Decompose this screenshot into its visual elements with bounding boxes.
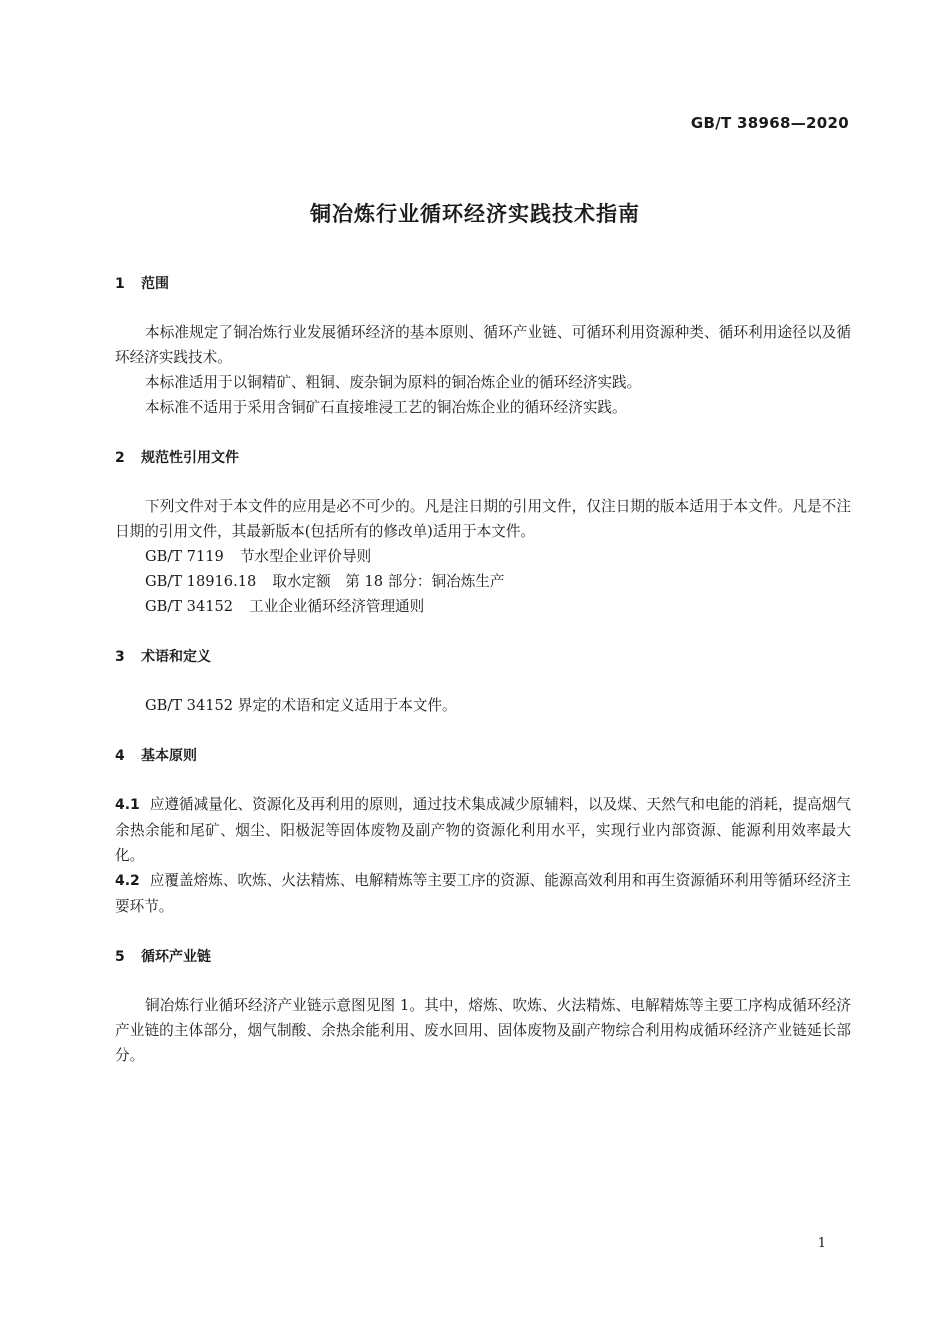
section-number: 5	[115, 949, 125, 965]
section-heading-terms-definitions	[115, 645, 851, 670]
paragraph: 下列文件对于本文件的应用是必不可少的。凡是注日期的引用文件，仅注日期的版本适用于本文件。凡是不注日期的引用文件，其最新版本(包括所有的修改单)适用于本文件。	[115, 498, 851, 540]
clause-text: 应覆盖熔炼、吹炼、火法精炼、电解精炼等主要工序的资源、能源高效利用和再生资源循环利用等循环经济主要环节。	[115, 872, 851, 915]
paragraph: GB/T 34152 界定的术语和定义适用于本文件。	[145, 697, 457, 714]
document-body	[115, 272, 851, 1068]
section-heading-scope	[115, 272, 851, 297]
section-title: 范围	[141, 276, 169, 292]
section-heading-circular-industry-chain	[115, 945, 851, 970]
section-number: 2	[115, 450, 125, 466]
clause-number: 4.2	[115, 873, 140, 889]
reference-item	[115, 594, 851, 619]
reference-code: GB/T 18916.18	[145, 573, 257, 590]
reference-code: GB/T 34152	[145, 598, 234, 615]
reference-title: 工业企业循环经济管理通则	[249, 598, 425, 615]
clause-text: 应遵循减量化、资源化及再利用的原则，通过技术集成减少原辅料，以及煤、天然气和电能的消耗，提高烟气余热余能和尾矿、烟尘、阳极泥等固体废物及副产物的资源化利用水平，实现行业内部资源、能源利用效率最大化。	[115, 796, 851, 864]
section-title: 术语和定义	[141, 649, 211, 665]
page-number: 1	[817, 1236, 826, 1251]
clause-4-1	[115, 792, 851, 868]
section-number: 4	[115, 748, 125, 764]
reference-title: 取水定额 第 18 部分：铜冶炼生产	[272, 573, 505, 590]
standard-number: GB/T 38968—2020	[690, 114, 849, 132]
section-title: 基本原则	[141, 748, 197, 764]
reference-item	[115, 569, 851, 594]
reference-code: GB/T 7119	[145, 548, 224, 565]
section-heading-normative-references	[115, 446, 851, 471]
section-heading-basic-principles	[115, 744, 851, 769]
clause-number: 4.1	[115, 797, 140, 813]
paragraph: 铜冶炼行业循环经济产业链示意图见图 1。其中，熔炼、吹炼、火法精炼、电解精炼等主要工序构成循环经济产业链的主体部分，烟气制酸、余热余能利用、废水回用、固体废物及副产物综合利用构成循环经济产业链延长部分。	[115, 997, 851, 1064]
paragraph: 本标准规定了铜冶炼行业发展循环经济的基本原则、循环产业链、可循环利用资源种类、循环利用途径以及循环经济实践技术。	[115, 324, 851, 366]
reference-item	[115, 544, 851, 569]
clause-4-2	[115, 868, 851, 919]
reference-title: 节水型企业评价导则	[239, 548, 372, 565]
section-number: 1	[115, 276, 125, 292]
section-number: 3	[115, 649, 125, 665]
section-title: 循环产业链	[141, 949, 211, 965]
document-title: 铜冶炼行业循环经济实践技术指南	[310, 202, 640, 226]
paragraph: 本标准不适用于采用含铜矿石直接堆浸工艺的铜冶炼企业的循环经济实践。	[145, 399, 627, 416]
paragraph: 本标准适用于以铜精矿、粗铜、废杂铜为原料的铜冶炼企业的循环经济实践。	[145, 374, 642, 391]
section-title: 规范性引用文件	[141, 450, 239, 466]
